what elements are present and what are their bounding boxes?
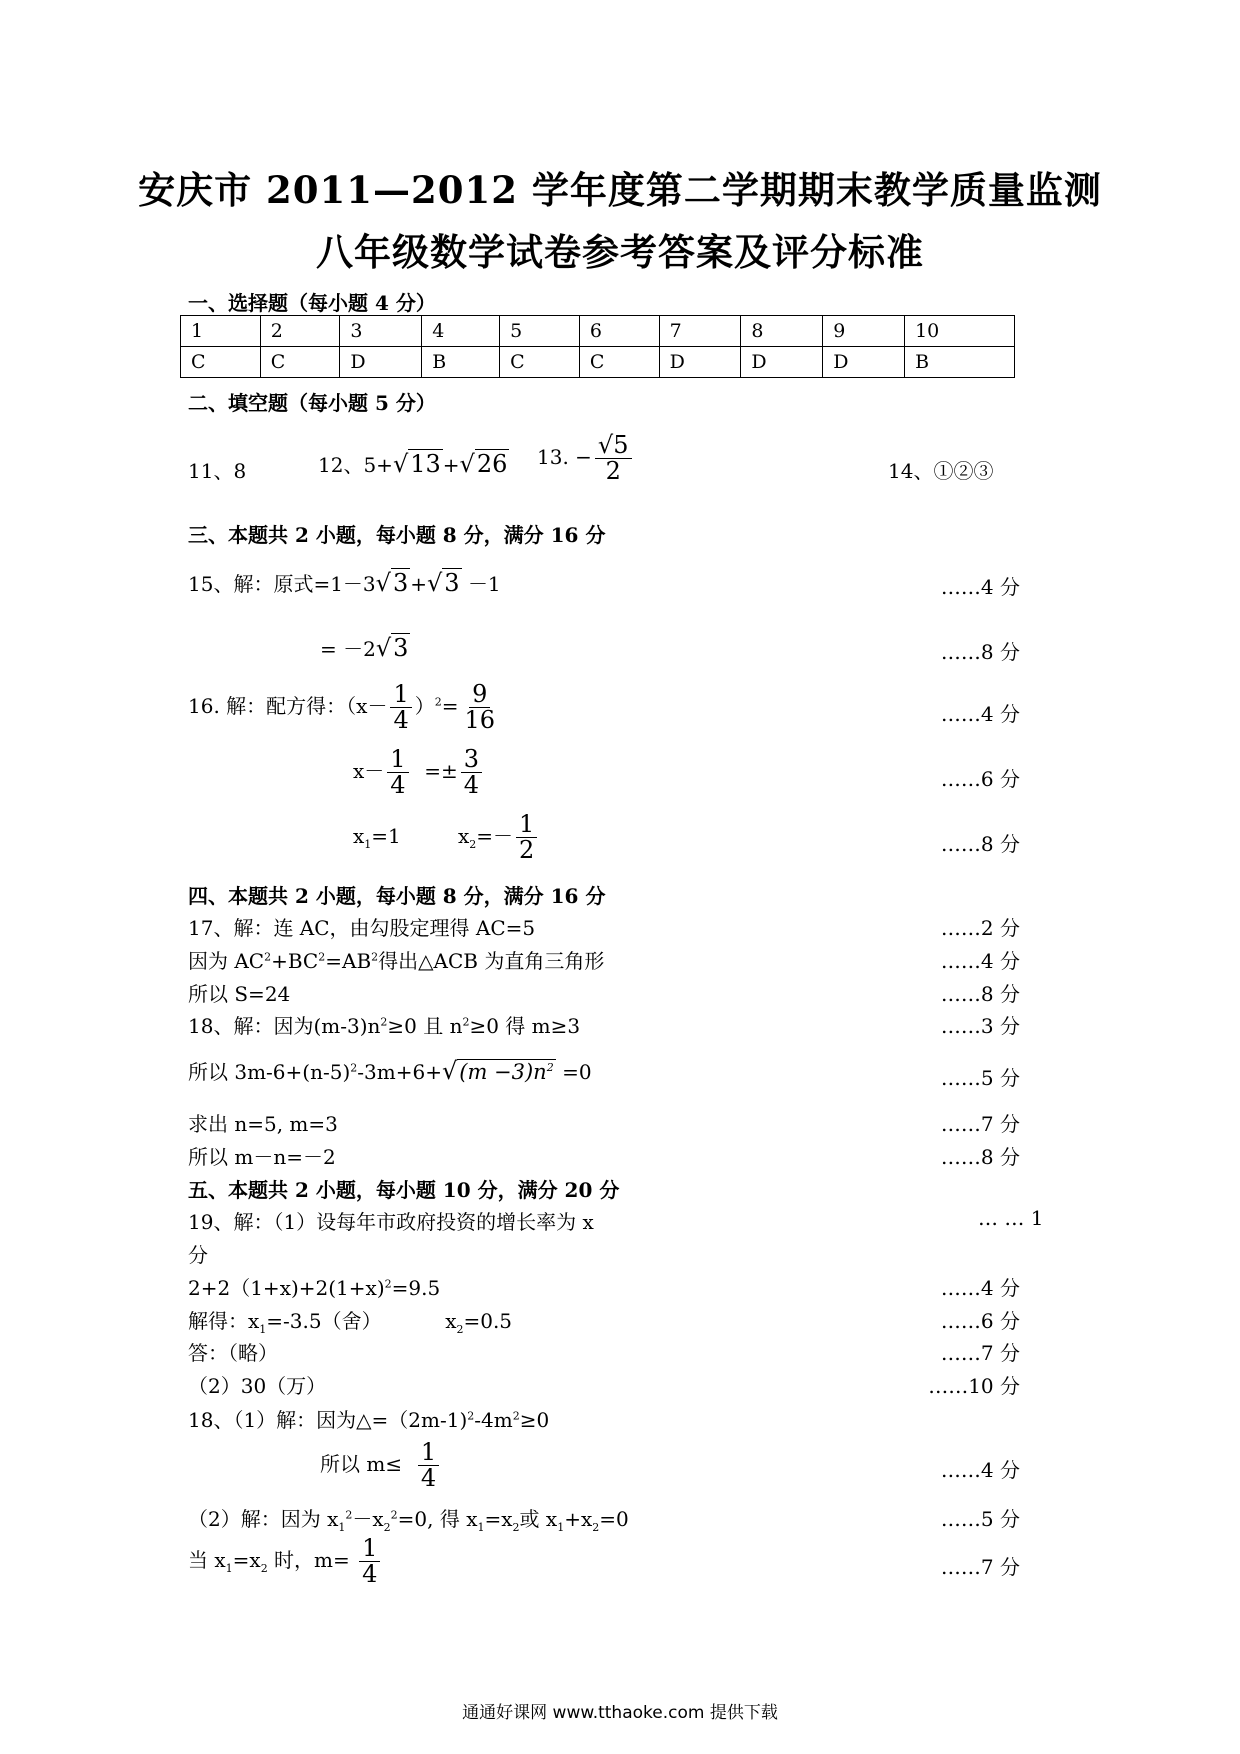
- table-cell: C: [181, 347, 261, 378]
- fraction: $\frac{1}{2}$: [516, 812, 537, 863]
- score-marker: ……6 分: [940, 767, 1020, 791]
- score-marker: ……8 分: [940, 832, 1020, 856]
- section-heading-part-3: 三、本题共 2 小题，每小题 8 分，满分 16 分: [188, 523, 606, 547]
- score-marker: ……5 分: [940, 1507, 1020, 1531]
- page-title: 安庆市 2011—2012 学年度第二学期期末教学质量监测: [138, 168, 1102, 212]
- table-cell: D: [340, 347, 422, 378]
- answer-q17-line3: 所以 S=24: [188, 982, 291, 1006]
- fraction: $\frac{9}{16}$: [464, 680, 496, 735]
- table-cell: B: [422, 347, 500, 378]
- score-marker: ……8 分: [940, 982, 1020, 1006]
- answer-q16-line1: 16. 解：配方得：（x－ $\frac{1}{4}$ ）$^2$= $\frac{9}{16}$: [188, 682, 501, 733]
- section-heading-part-4: 四、本题共 2 小题，每小题 8 分，满分 16 分: [188, 884, 606, 908]
- score-marker: ……4 分: [940, 702, 1020, 726]
- answer-q19-line5: （2）30（万）: [188, 1374, 327, 1398]
- answer-q16-line2: x－ $\frac{1}{4}$ =± $\frac{3}{4}$: [353, 747, 485, 798]
- q12-prefix: 12、5+: [318, 453, 393, 477]
- fraction: $\frac{1}{4}$: [387, 747, 408, 798]
- table-cell: D: [741, 347, 823, 378]
- answer-q17-line1: 17、解：连 AC，由勾股定理得 AC=5: [188, 916, 536, 940]
- sqrt-expression: √3: [375, 634, 409, 662]
- answer-q20-line4: 当 $x_1=x_2$ 时，m= $\frac{1}{4}$: [188, 1536, 383, 1587]
- table-row-answers: [181, 347, 1015, 378]
- sqrt-expression: $√(m -3)n^2$: [441, 1057, 554, 1085]
- answer-q15-line2: = －2√3: [320, 634, 409, 662]
- fraction: $\frac{1}{4}$: [359, 1536, 380, 1587]
- answer-q19-line1: 19、解：（1）设每年市政府投资的增长率为 x: [188, 1210, 594, 1234]
- table-cell: 2: [260, 316, 340, 347]
- table-cell: 9: [823, 316, 905, 347]
- sqrt-expression: √13: [392, 450, 441, 478]
- table-cell: 6: [579, 316, 659, 347]
- fraction: $\frac{3}{4}$: [461, 747, 482, 798]
- page-footer: 通通好课网 www.tthaoke.com 提供下载: [462, 1703, 778, 1723]
- answer-q13: [537, 433, 635, 484]
- answer-q19-line4: 答：（略）: [188, 1341, 278, 1365]
- score-marker: ……7 分: [940, 1341, 1020, 1365]
- answer-q19-line1-wrap: 分: [188, 1243, 208, 1267]
- answer-q20-line2: 所以 m≤ $\frac{1}{4}$: [320, 1440, 442, 1491]
- table-cell: 8: [741, 316, 823, 347]
- table-cell: 3: [340, 316, 422, 347]
- answer-q19-line3: 解得：$x_1=-3.5$（舍） $x_2=0.5$: [188, 1309, 513, 1336]
- section-heading-multiple-choice: 一、选择题（每小题 4 分）: [188, 291, 436, 315]
- answer-q18-line2: 所以 $3m-6+(n-5)^2-3m+6+√(m -3)n^2 =0$: [188, 1057, 592, 1085]
- answer-q16-line3: $x_1=1$ $x_2=-$ $\frac{1}{2}$: [353, 812, 540, 863]
- answer-q14: 14、①②③: [888, 459, 994, 483]
- table-cell: 1: [181, 316, 261, 347]
- score-marker: ……3 分: [940, 1014, 1020, 1038]
- answer-q20-line1: 18、（1）解：因为$\triangle=(2m-1)^2-4m^2\ge 0$: [188, 1408, 550, 1432]
- score-marker: ……5 分: [940, 1066, 1020, 1090]
- answer-q17-line2: 因为 $AC^2+BC^2=AB^2$得出△ACB 为直角三角形: [188, 949, 605, 973]
- answer-q18-line1: 18、解：因为$(m-3)n^2\ge 0$ 且 $n^2\ge 0$ 得 m≥3: [188, 1014, 581, 1038]
- sqrt-expression: √3: [375, 569, 409, 597]
- answer-q19-line2: $2+2(1+x)+2(1+x)^2=9.5$: [188, 1276, 441, 1300]
- score-marker: … … 1: [978, 1206, 1044, 1230]
- q12-plus: +: [442, 453, 460, 477]
- table-cell: 5: [500, 316, 580, 347]
- answer-q18-line3: 求出 n=5, m=3: [188, 1112, 338, 1136]
- answer-q15-line1: 15、解：原式=1－3√3 +√3 －1: [188, 569, 501, 597]
- table-cell: B: [905, 347, 1015, 378]
- table-row-question-numbers: [181, 316, 1015, 347]
- table-cell: D: [659, 347, 741, 378]
- score-marker: ……2 分: [940, 916, 1020, 940]
- multiple-choice-answer-table: [180, 315, 1015, 378]
- score-marker: ……4 分: [940, 1458, 1020, 1482]
- fraction: $\frac{√5}{2}$: [595, 433, 632, 484]
- section-heading-part-5: 五、本题共 2 小题，每小题 10 分，满分 20 分: [188, 1178, 620, 1202]
- score-marker: ……7 分: [940, 1112, 1020, 1136]
- score-marker: ……4 分: [940, 1276, 1020, 1300]
- table-cell: C: [500, 347, 580, 378]
- table-cell: C: [260, 347, 340, 378]
- score-marker: ……6 分: [940, 1309, 1020, 1333]
- sqrt-expression: √3: [427, 569, 460, 597]
- page-subtitle: 八年级数学试卷参考答案及评分标准: [316, 230, 924, 274]
- sqrt-expression: √26: [459, 450, 508, 478]
- answer-q20-line3: （2）解：因为 $x_1^2-x_2^2=0$, 得 $x_1=x_2$或 $x_1+x_2=0$: [188, 1507, 629, 1534]
- table-cell: C: [579, 347, 659, 378]
- table-cell: 10: [905, 316, 1015, 347]
- q13-prefix: 13. −: [537, 445, 592, 470]
- table-cell: D: [823, 347, 905, 378]
- table-cell: 4: [422, 316, 500, 347]
- table-cell: 7: [659, 316, 741, 347]
- score-marker: ……7 分: [940, 1555, 1020, 1579]
- score-marker: ……10 分: [928, 1374, 1020, 1398]
- section-heading-fill-in: 二、填空题（每小题 5 分）: [188, 391, 436, 415]
- answer-q12: [318, 449, 509, 478]
- score-marker: ……8 分: [940, 640, 1020, 664]
- answer-q11: 11、8: [188, 459, 247, 483]
- fraction: $\frac{1}{4}$: [390, 682, 411, 733]
- score-marker: ……8 分: [940, 1145, 1020, 1169]
- answer-q18-line4: 所以 m－n=－2: [188, 1145, 336, 1169]
- score-marker: ……4 分: [940, 575, 1020, 599]
- fraction: $\frac{1}{4}$: [418, 1440, 439, 1491]
- score-marker: ……4 分: [940, 949, 1020, 973]
